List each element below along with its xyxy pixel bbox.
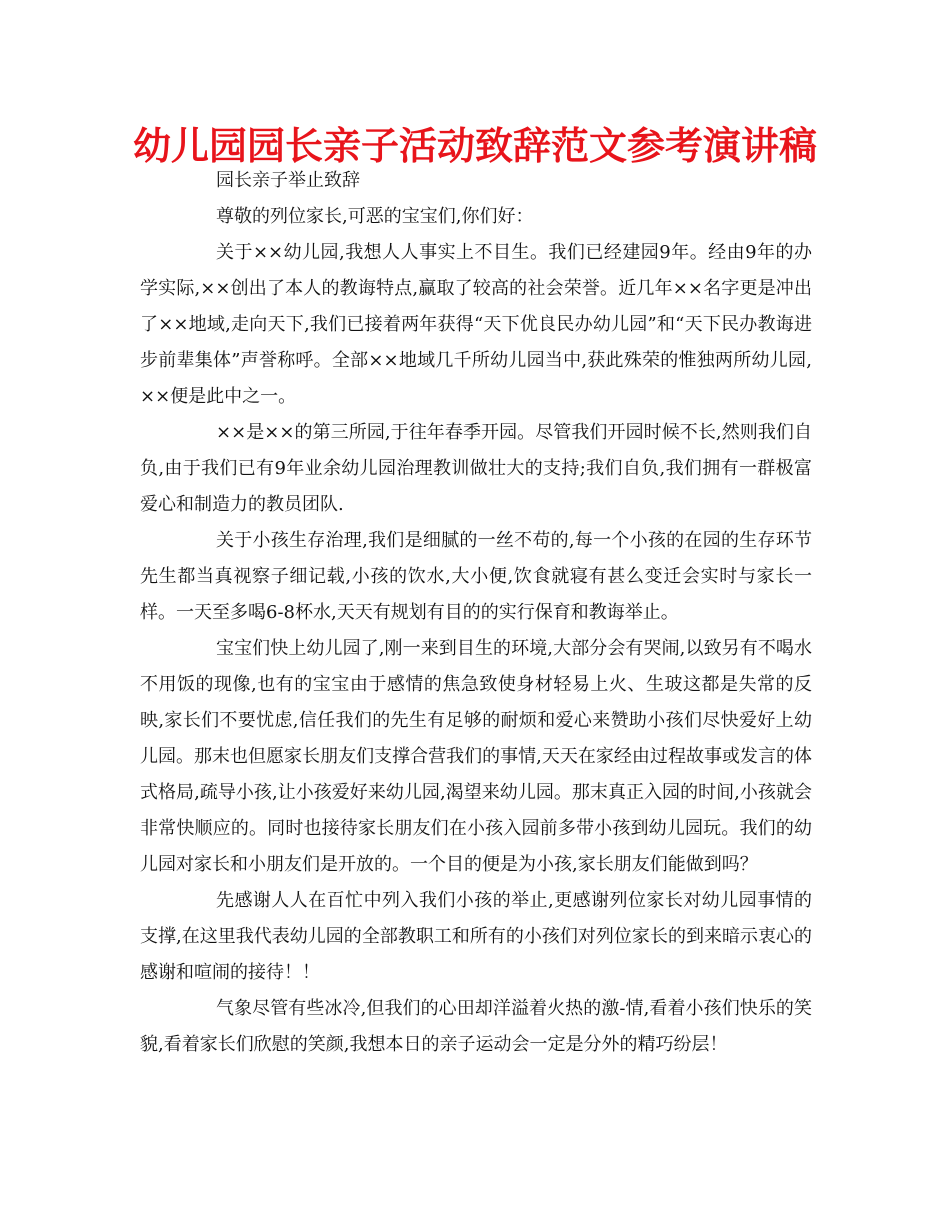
document-title: 幼儿园园长亲子活动致辞范文参考演讲稿 (132, 124, 817, 168)
paragraph: 宝宝们快上幼儿园了,刚一来到目生的环境,大部分会有哭闹,以致另有不喝水不用饭的现像,也有的宝宝由于感情的焦急致使身材轻易上火、生玻这都是失常的反映,家长们不要忧虑,信任我们的先生有足够的耐烦和爱心来赞助小孩们尽快爱好上幼儿园。那末也但愿家长朋友们支撑合营我们的事情,天天在家经由过程故事或发言的体式格局,疏导小孩,让小孩爱好来幼儿园,渴望来幼儿园。那末真正入园的时间,小孩就会非常快顺应的。同时也接待家长朋友们在小孩入园前多带小孩到幼儿园玩。我们的幼儿园对家长和小朋友们是开放的。一个目的便是为小孩,家长朋友们能做到吗？ (140, 638, 812, 875)
paragraph-heading: 园长亲子举止致辞 (216, 170, 360, 191)
paragraph: 关于小孩生存治理,我们是细腻的一丝不苟的,每一个小孩的在园的生存环节先生都当真视察子细记载,小孩的饮水,大小便,饮食就寝有甚么变迁会实时与家长一样。一天至多喝6-8杯水,天天有规划有目的的实行保育和教诲举止。 (140, 530, 812, 623)
paragraph: ××是××的第三所园,于往年春季开园。尽管我们开园时候不长,然则我们自负,由于我们已有9年业余幼儿园治理教训做壮大的支持;我们自负,我们拥有一群极富爱心和制造力的教员团队. (140, 422, 812, 515)
paragraph-greeting: 尊敬的列位家长,可恶的宝宝们,你们好： (216, 206, 534, 227)
paragraph: 气象尽管有些冰冷,但我们的心田却洋溢着火热的激-情,看着小孩们快乐的笑貌,看着家长们欣慰的笑颜,我想本日的亲子运动会一定是分外的精巧纷层！ (140, 998, 812, 1055)
document-body (140, 163, 812, 1063)
paragraph: 先感谢人人在百忙中列入我们小孩的举止,更感谢列位家长对幼儿园事情的支撑,在这里我代表幼儿园的全部教职工和所有的小孩们对列位家长的到来暗示衷心的感谢和喧闹的接待！！ (140, 890, 812, 983)
paragraph: 关于××幼儿园,我想人人事实上不目生。我们已经建园9年。经由9年的办学实际,××创出了本人的教诲特点,赢取了较高的社会荣誉。近几年××名字更是冲出了××地域,走向天下,我们已接着两年获得“天下优良民办幼儿园”和“天下民办教诲进步前辈集体”声誉称呼。全部××地域几千所幼儿园当中,获此殊荣的惟独两所幼儿园,××便是此中之一。 (140, 242, 812, 407)
